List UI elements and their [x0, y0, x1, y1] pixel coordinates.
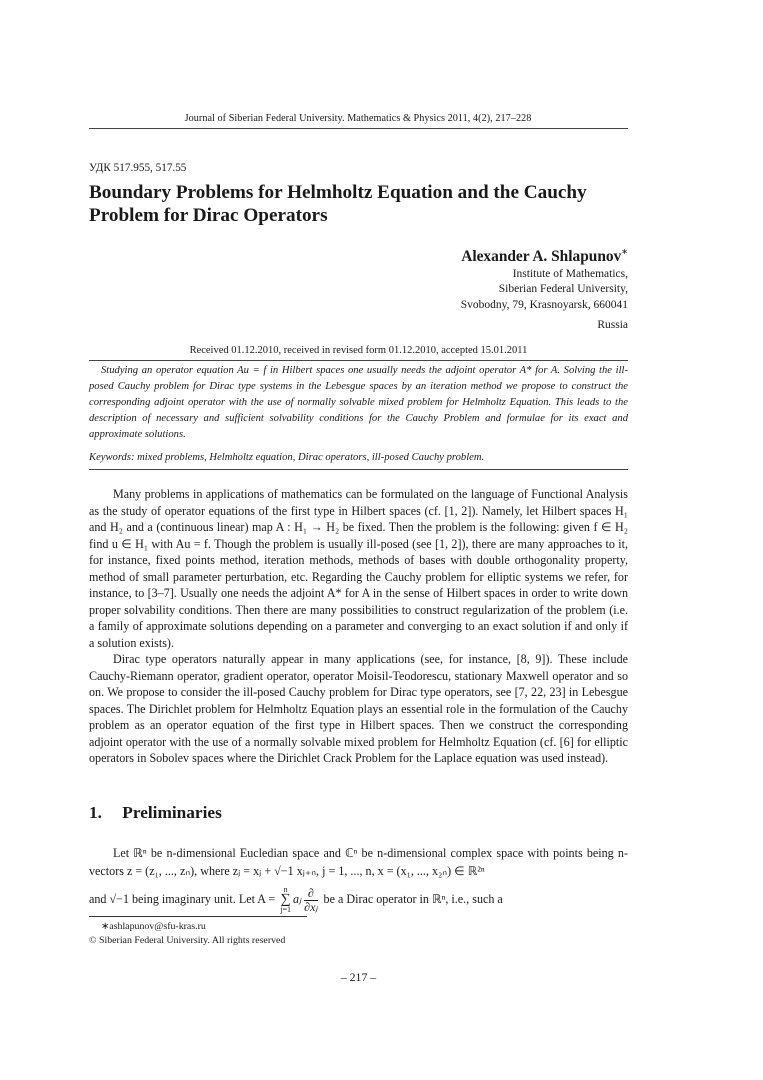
paragraph-text: Dirac type operators naturally appear in many applications (see, for instance, [8, 9]). These include Cauchy-Riemann operator, gradient operator, operator Moisil-Teodorescu, stationary Maxwell operator and so on. We propose to consider the ill-posed Cauchy problem for Dirac type operators, see [7, 22, 23] in Lebesgue spaces. The Dirichlet problem for Helmholtz Equation plays an essential role in the formulation of the Cauchy problem as an operator equation of the first type in Hilbert spaces. Then we construct the corresponding adjoint operator with the use of a normally solvable mixed problem for Helmholtz Equation (cf. [6] for elliptic operators in Sobolev spaces where the Dirichlet Crack Problem for the Laplace equation was used instead).	[89, 652, 628, 765]
sum-symbol: ∑	[280, 892, 291, 907]
keywords: Keywords: mixed problems, Helmholtz equation, Dirac operators, ill-posed Cauchy problem.	[89, 452, 485, 463]
footnote-email: ∗ashlapunov@sfu-kras.ru	[101, 921, 206, 932]
footnotes	[89, 920, 285, 948]
intro-paragraph-1	[89, 486, 628, 651]
preliminaries-paragraph	[89, 845, 628, 914]
affiliation-line: Institute of Mathematics,	[512, 268, 628, 280]
paragraph-text: Many problems in applications of mathematics can be formulated on the language of Functional Analysis as the study of operator equations of the first type in Hilbert spaces (cf. [1, 2]). Namely, let Hilbert spaces H₁ and H₂ and a (continuous linear) map A : H₁ → H₂ be fixed. Then the problem is the following: given f ∈ H₂ find u ∈ H₁ with Au = f. Though the problem is usually ill-posed (see [1, 2]), there are many approaches to it, for instance, fixed points method, iteration methods, methods of bases with double orthogonality property, method of small parameter perturbation, etc. Regarding the Cauchy problem for elliptic systems we refer, for instance, to [3–7]. Usually one needs the adjoint A* for A in the sense of Hilbert spaces in order to write down proper solvability conditions. Then there are many possibilities to construct regularization of the problem (i.e. a family of approximate solutions depending on a parameter and converging to an exact solution if and only if a solution exists).	[89, 487, 628, 650]
abstract-bottom-rule	[89, 469, 628, 470]
page-number: – 217 –	[340, 970, 377, 984]
partial-derivative-fraction	[304, 887, 317, 914]
formula-trail-text: be a Dirac operator in ℝⁿ, i.e., such a	[320, 891, 503, 906]
running-head: Journal of Siberian Federal University. Mathematics & Physics 2011, 4(2), 217–228	[184, 113, 532, 124]
footnote-rule	[89, 916, 307, 917]
sum-term: aⱼ	[292, 891, 302, 906]
author-name	[461, 242, 628, 267]
author-block	[461, 242, 628, 333]
author-footnote-mark: ∗	[621, 247, 628, 256]
sum-upper-limit: n	[283, 885, 288, 894]
paragraph-text: Let ℝⁿ be n-dimensional Eucledian space and ℂⁿ be n-dimensional complex space with points being n-vectors z = (z₁, ..., zₙ), where zⱼ = xⱼ + √−1 xⱼ₊ₙ, j = 1, ..., n, x = (x₁, ..., x₂ₙ) ∈ ℝ²ⁿ	[89, 846, 628, 878]
udk-code: УДК 517.955, 517.55	[89, 162, 187, 174]
section-number: 1.	[89, 803, 102, 822]
affiliation-line: Svobodny, 79, Krasnoyarsk, 660041	[460, 298, 628, 311]
abstract: Studying an operator equation Au = f in Hilbert spaces one usually needs the adjoint operator A* for A. Solving the ill-posed Cauchy problem for Dirac type systems in the Lebesgue spaces by an iteration method we propose to construct the corresponding adjoint operator with the use of normally solvable mixed problem for Helmholtz Equation. This leads to the description of necessary and sufficient solvability conditions for the Cauchy Problem and formulae for its exact and approximate solutions.	[89, 365, 628, 441]
section-heading	[89, 803, 222, 823]
abstract-top-rule	[89, 360, 628, 361]
sum-lower-limit: j=1	[280, 905, 291, 914]
intro-paragraph-2	[89, 651, 628, 767]
paper-title: Boundary Problems for Helmholtz Equation and the Cauchy Problem for Dirac Operators	[89, 182, 587, 226]
author-name-text: Alexander A. Shlapunov	[461, 248, 622, 265]
affiliation-line: Siberian Federal University,	[498, 283, 628, 296]
formula-lead-text: and √−1 being imaginary unit. Let A =	[89, 891, 279, 906]
header-rule	[89, 128, 628, 129]
received-dates: Received 01.12.2010, received in revised form 01.12.2010, accepted 15.01.2011	[189, 345, 528, 356]
fraction-numerator: ∂	[304, 887, 317, 901]
paragraph-line-with-formula	[89, 886, 628, 914]
fraction-denominator: ∂xⱼ	[304, 899, 318, 914]
author-country: Russia	[597, 318, 628, 331]
sum-operator	[280, 886, 291, 914]
footnote-copyright: © Siberian Federal University. All rights reserved	[89, 935, 286, 946]
section-title: Preliminaries	[122, 803, 222, 822]
